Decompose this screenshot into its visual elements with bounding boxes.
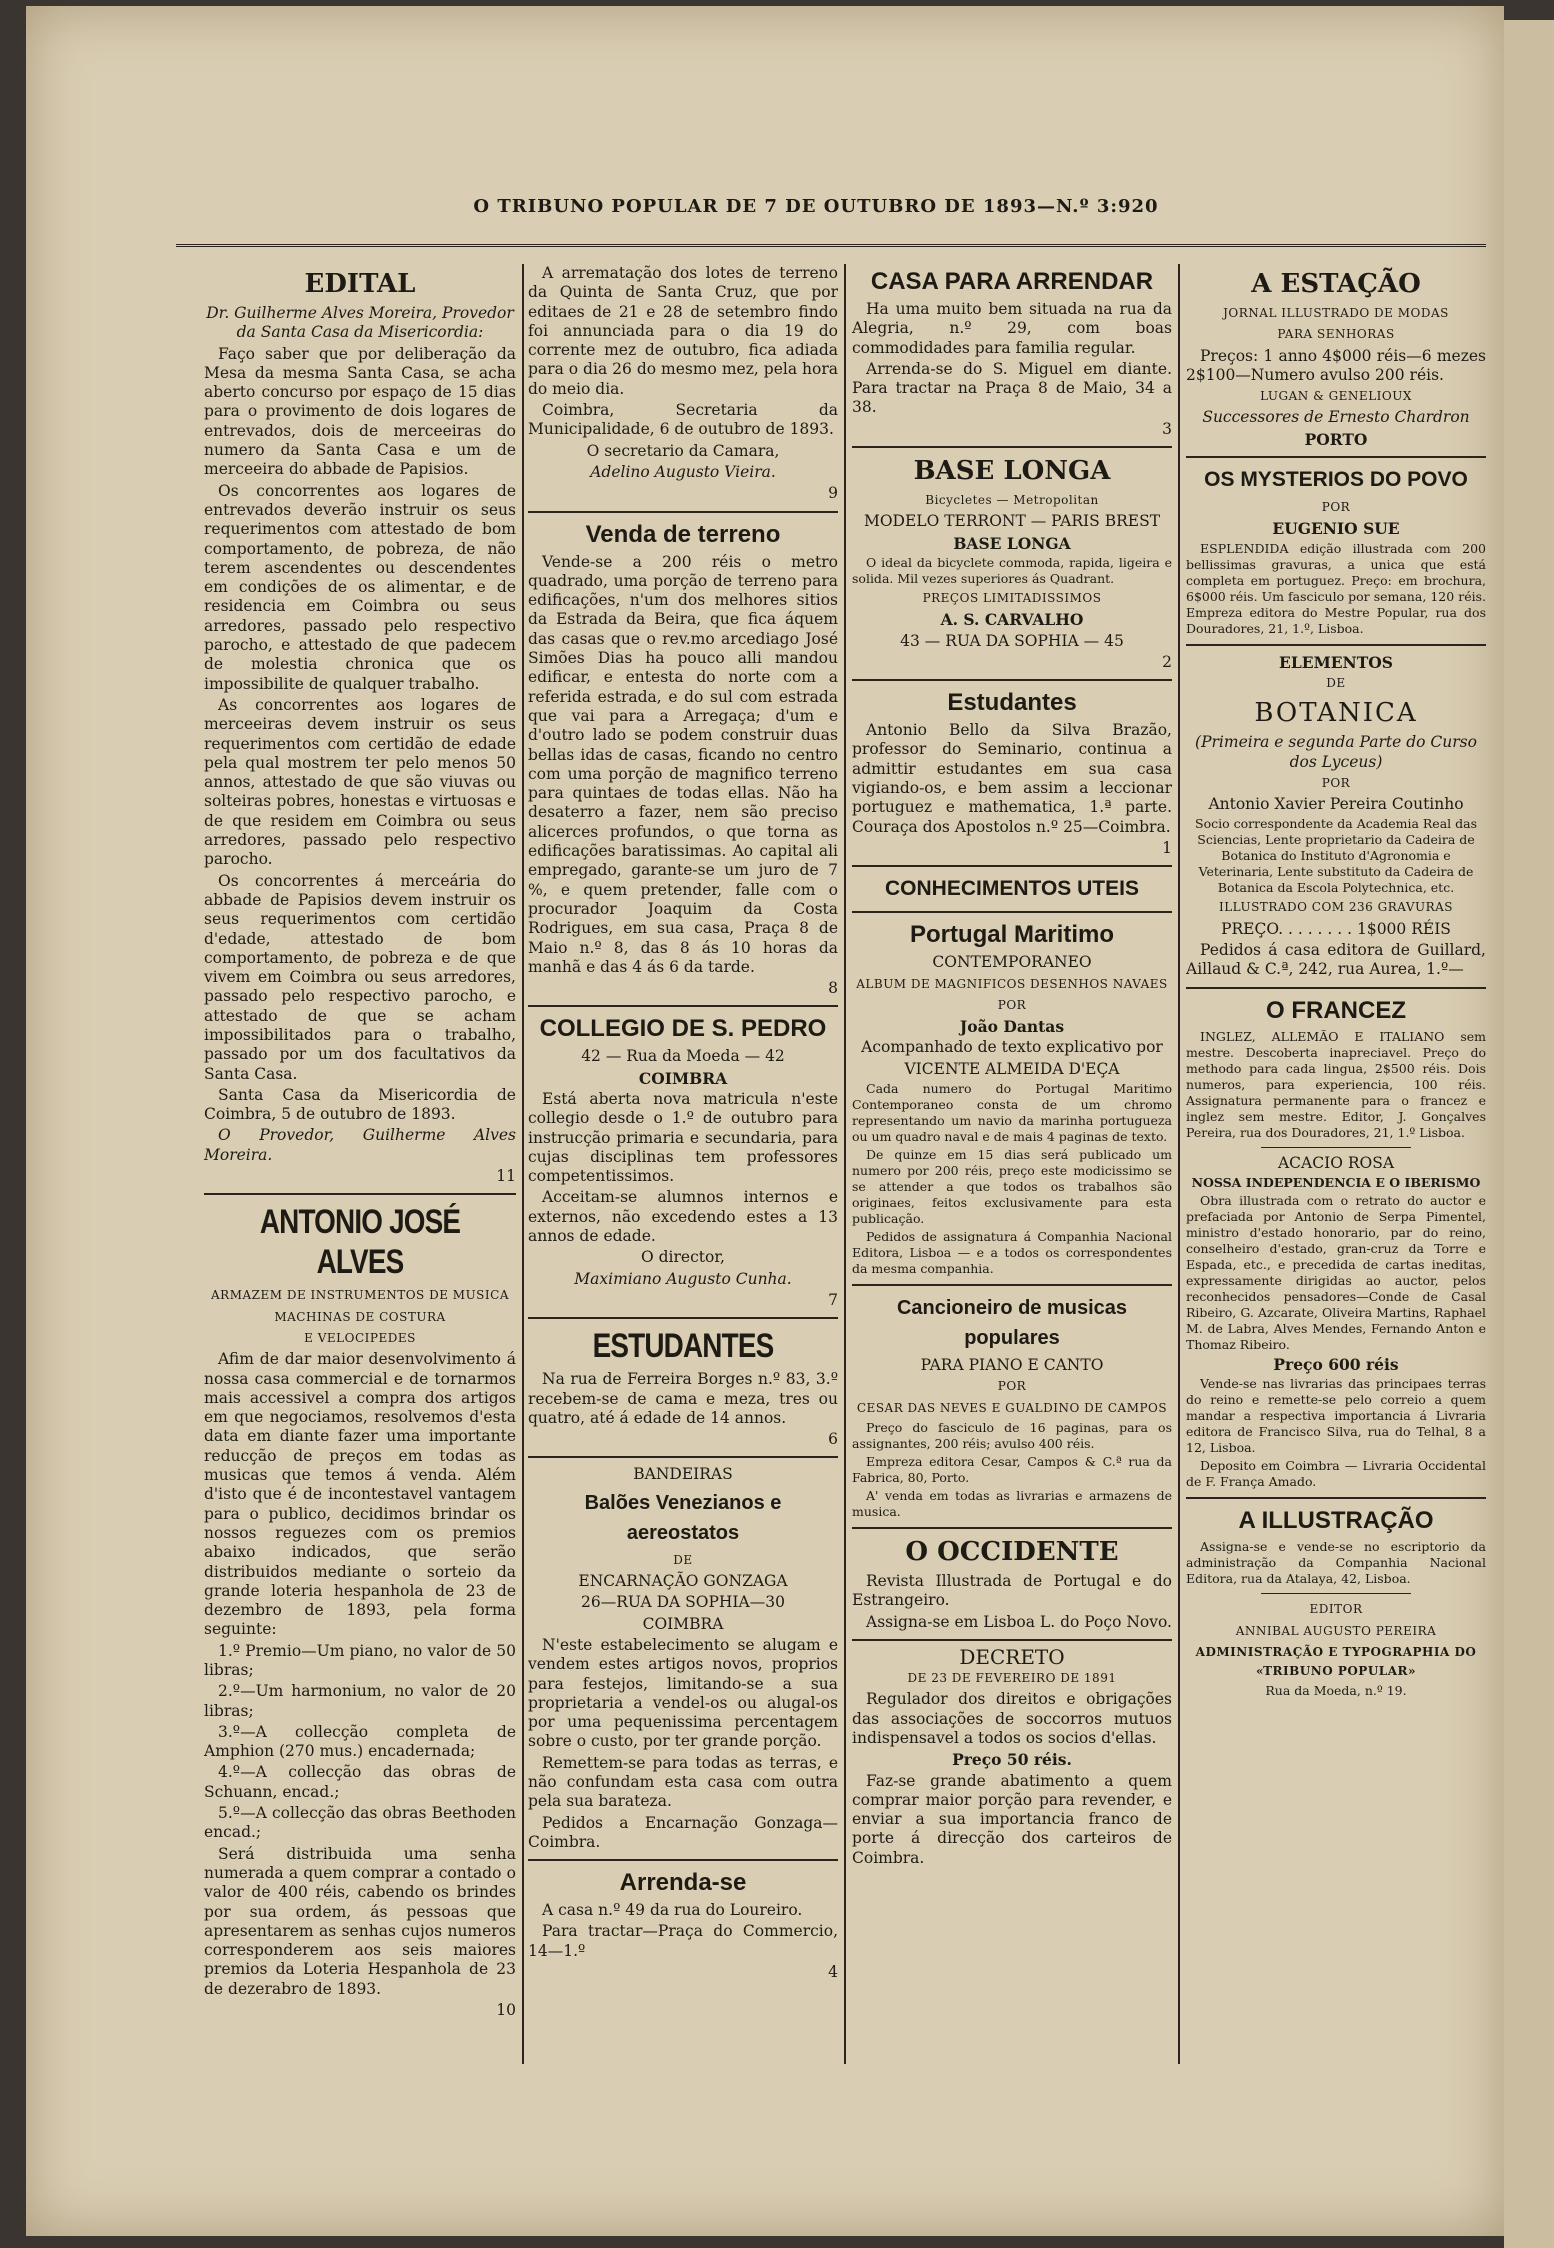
separator	[528, 1456, 838, 1458]
collegio-title: COLLEGIO DE S. PEDRO	[539, 1015, 827, 1043]
botanica-title: BOTANICA	[1254, 698, 1418, 729]
arrenda-title: Arrenda-se	[619, 1869, 747, 1897]
prize-item: 4.º—A collecção das obras de Schuann, encad.;	[204, 1763, 516, 1801]
separator	[852, 1527, 1172, 1529]
arrematacao-paragraph: A arrematação dos lotes de terreno da Quinta de Santa Cruz, que por editaes de 21 e 28 de setembro findo foi annunciada para o dia 19 do corrente mez de outubro, fica adiada para o dia 26 do mesmo mez, pela hora do meio dia.	[528, 264, 838, 398]
decreto-paragraph: Regulador dos direitos e obrigações das associações de soccorros mutuos indispensavel a todos os socios d'ellas.	[852, 1690, 1172, 1747]
aja-paragraph: Afim de dar maior desenvolvimento á nossa casa commercial e de tornarmos mais accessivel a compra dos artigos em que negociamos, resolvemos d'esta data em diante fazer uma importante reducção de preços em todas as musicas que temos á venda. Além d'isto que é de incontestavel vantagem para o publico, decidimos brindar os nossos reguezes com os premios abaixo indicados, que serão distribuidos mediante o sorteio da grande loteria hespanhola de 23 de dezembro de 1893, pela forma seguinte:	[204, 1350, 516, 1639]
aja-subtitle: MACHINAS DE COSTURA	[274, 1309, 446, 1324]
acacio-subtitle: NOSSA INDEPENDENCIA E O IBERISMO	[1191, 1174, 1481, 1190]
estacao-successors: Successores de Ernesto Chardron	[1202, 408, 1470, 427]
base-prices: PREÇOS LIMITADISSIMOS	[922, 590, 1102, 605]
editor-admin: ADMINISTRAÇÃO E TYPOGRAPHIA DO «TRIBUNO POPULAR»	[1195, 1644, 1477, 1679]
occidente-paragraph: Assigna-se em Lisboa L. do Poço Novo.	[866, 1612, 1172, 1631]
aja-title: ANTONIO JOSÉ ALVES	[259, 1203, 461, 1282]
cancioneiro-title: Cancioneiro de musicas populares	[896, 1297, 1128, 1350]
portugal-por: POR	[997, 997, 1027, 1012]
botanica-illustrated: ILLUSTRADO COM 236 GRAVURAS	[1218, 900, 1454, 915]
edital-title: EDITAL	[304, 269, 416, 299]
portugal-text: Acompanhado de texto explicativo por	[861, 1038, 1163, 1057]
estudantes-paragraph: Na rua de Ferreira Borges n.º 83, 3.º recebem-se de cama e meza, tres ou quatro, até á edade de 14 annos.	[528, 1370, 838, 1427]
cancioneiro-subtitle: PARA PIANO E CANTO	[920, 1356, 1104, 1375]
next-page-edge	[1504, 20, 1554, 2248]
cancioneiro-por: POR	[997, 1379, 1027, 1394]
mysterios-paragraph: ESPLENDIDA edição illustrada com 200 bellissimas gravuras, a unica que está completa em portuguez. Preço: em brochura, 6$000 réis. Um fasciculo por semana, 120 réis. Empreza editora do Mestre Popular, rua dos Douradores, 21, 1.º, Lisboa.	[1186, 540, 1486, 636]
separator	[852, 1639, 1172, 1641]
column-2	[528, 264, 838, 1984]
prize-item: 2.º—Um harmonium, no valor de 20 libras;	[204, 1682, 516, 1720]
acacio-paragraph: Vende-se nas livrarias das principaes terras do reino e remette-se pelo correio a quem mandar a respectiva importancia á Livraria editora de Francisco Silva, rua do Telhal, 8 a 12, Lisboa.	[1186, 1376, 1486, 1456]
column-divider	[844, 264, 846, 2064]
ad-number: 6	[828, 1430, 838, 1449]
separator	[1261, 1593, 1411, 1594]
estacao-publisher: LUGAN & GENELIOUX	[1260, 389, 1412, 404]
portugal-author2: VICENTE ALMEIDA D'EÇA	[904, 1059, 1120, 1078]
bandeiras-paragraph: Remettem-se para todas as terras, e não confundam esta casa com outra pela sua barateza.	[528, 1753, 838, 1811]
arrematacao-signature: O secretario da Camara,	[586, 441, 780, 460]
collegio-city: COIMBRA	[638, 1068, 728, 1088]
editor-label: EDITOR	[1309, 1602, 1363, 1617]
ad-number: 1	[1162, 838, 1172, 857]
separator	[1186, 1497, 1486, 1499]
portugal-subtitle: CONTEMPORANEO	[932, 953, 1092, 972]
newspaper-page	[26, 6, 1504, 2236]
column-divider	[522, 264, 524, 2064]
elementos-title: ELEMENTOS	[1279, 652, 1393, 672]
decreto-title: DECRETO	[959, 1644, 1065, 1669]
illustracao-title: A ILLUSTRAÇÃO	[1238, 1507, 1434, 1535]
separator	[852, 679, 1172, 681]
bandeiras-city: COIMBRA	[642, 1614, 724, 1633]
separator	[528, 511, 838, 513]
editor-name: ANNIBAL AUGUSTO PEREIRA	[1235, 1623, 1437, 1638]
cancioneiro-paragraph: Empreza editora Cesar, Campos & C.ª rua da Fabrica, 80, Porto.	[852, 1453, 1172, 1485]
column-1	[204, 264, 516, 2022]
estud-paragraph: Antonio Bello da Silva Brazão, professor do Seminario, continua a admittir estudantes em sua casa vigiando-os, e bem assim a leccionar portuguez e mathematica, 1.ª parte. Couraça dos Apostolos n.º 25—Coimbra.	[852, 721, 1172, 836]
francez-title: O FRANCEZ	[1266, 996, 1406, 1024]
cancioneiro-paragraph: Preço do fasciculo de 16 paginas, para os assignantes, 200 réis; avulso 400 réis.	[852, 1419, 1172, 1451]
masthead: O TRIBUNO POPULAR DE 7 DE OUTUBRO DE 1893—N.º 3:920	[473, 196, 1159, 217]
base-subtitle: BASE LONGA	[953, 533, 1071, 553]
ad-number: 10	[496, 2001, 516, 2020]
editor-address: Rua da Moeda, n.º 19.	[1265, 1683, 1407, 1699]
separator	[528, 1005, 838, 1007]
decreto-paragraph: Faz-se grande abatimento a quem comprar maior porção para revender, e enviar a sua importancia franco de porte á direcção dos carteiros de Coimbra.	[852, 1771, 1172, 1867]
prize-item: 3.º—A collecção completa de Amphion (270 mus.) encadernada;	[204, 1722, 516, 1761]
bandeiras-de: DE	[673, 1552, 693, 1567]
casa-title: CASA PARA ARRENDAR	[870, 268, 1154, 295]
collegio-paragraph: Está aberta nova matricula n'este collegio desde o 1.º de outubro para instrucção primaria e secundaria, para cujas disciplinas tem professores competentissimos.	[528, 1089, 838, 1186]
base-paragraph: O ideal da bicyclete commoda, rapida, ligeira e solida. Mil vezes superiores ás Quadrant.	[852, 554, 1172, 586]
ad-number: 9	[828, 484, 838, 503]
edital-author: Dr. Guilherme Alves Moreira, Provedor da Santa Casa da Misericordia:	[206, 304, 514, 342]
bandeiras-name: ENCARNAÇÃO GONZAGA	[578, 1572, 788, 1591]
portugal-paragraph: Pedidos de assignatura á Companhia Nacional Editora, Lisboa — e a todos os correspondentes da mesma companhia.	[852, 1229, 1172, 1277]
aja-subtitle: E VELOCIPEDES	[304, 1330, 416, 1345]
edital-paragraph: Os concorrentes aos logares de entrevados deverão instruir os seus requerimentos com attestado de bom comportamento, de pobreza, de não terem ascendentes ou descendentes em condições de os alimentar, e de residencia em Coimbra ou seus arredores, passado pelo respectivo parocho, e attestado de que padecem de molestia chronica que os impossibilite de qualquer trabalho.	[204, 481, 516, 693]
botanica-por: POR	[1321, 775, 1351, 790]
base-subtitle: Bicycletes — Metropolitan	[925, 493, 1099, 508]
collegio-address: 42 — Rua da Moeda — 42	[581, 1047, 785, 1066]
estacao-city: PORTO	[1304, 429, 1368, 449]
botanica-author: Antonio Xavier Pereira Coutinho	[1208, 795, 1464, 814]
francez-paragraph: INGLEZ, ALLEMÃO E ITALIANO sem mestre. Descoberta inapreciavel. Preço do methodo para cada lingua, 2$500 réis. Dois numeros, para experiencia, 100 réis. Assignatura permanente para o francez e inglez sem mestre. Editor, J. Gonçalves Pereira, rua dos Douradores, 21, 1.º Lisboa.	[1186, 1028, 1486, 1140]
arrematacao-signature: Adelino Augusto Vieira.	[590, 462, 776, 481]
portugal-title: Portugal Maritimo	[909, 921, 1114, 949]
collegio-signature: Maximiano Augusto Cunha.	[574, 1269, 792, 1288]
prize-item: 5.º—A collecção das obras Beethoden encad.;	[204, 1804, 516, 1842]
separator	[852, 446, 1172, 448]
arrematacao-paragraph: Coimbra, Secretaria da Municipalidade, 6 de outubro de 1893.	[528, 401, 838, 439]
mysterios-author: EUGENIO SUE	[1272, 519, 1400, 539]
base-title: BASE LONGA	[913, 456, 1111, 487]
aja-subtitle: ARMAZEM DE INSTRUMENTOS DE MUSICA	[211, 1288, 509, 1303]
collegio-paragraph: Acceitam-se alumnos internos e externos, não excedendo estes a 13 annos de edade.	[528, 1188, 838, 1246]
collegio-signature: O director,	[641, 1248, 725, 1267]
ad-number: 2	[1162, 652, 1172, 671]
acacio-title: ACACIO ROSA	[1277, 1153, 1395, 1172]
venda-paragraph: Vende-se a 200 réis o metro quadrado, uma porção de terreno para edificações, n'um dos melhores sitios da Estrada da Beira, que fica áquem das casas que o rev.mo arcediago José Simões Dias ha pouco alli mandou edificar, e entesta do norte com a referida estrada, e do sul com estrada que vai para a Arregaça; d'um e d'outro lado se podem construir duas bellas idas de casas, ficando no centro com uma porção de magnifico terreno para quintaes de todas ellas. Não ha desaterro a fazer, nem são preciso alicerces profundos, o que torna as edificações baratissimas. Ao capital ali empregado, garante-se um juro de 7 %, e quem pretender, falle com o procurador Joaquim da Costa Rodrigues, em sua casa, Praça 8 de Maio n.º 8, das 8 ás 10 horas da manhã e das 4 ás 6 da tarde.	[528, 552, 838, 976]
acacio-paragraph: Deposito em Coimbra — Livraria Occidental de F. França Amado.	[1186, 1458, 1486, 1490]
estacao-prices: Preços: 1 anno 4$000 réis—6 mezes 2$100—Numero avulso 200 réis.	[1186, 346, 1486, 384]
elementos-de: DE	[1326, 675, 1346, 690]
acacio-price: Preço 600 réis	[1273, 1354, 1399, 1374]
separator	[204, 1193, 516, 1195]
acacio-paragraph: Obra illustrada com o retrato do auctor e prefaciada por Antonio de Serpa Pimentel, ministro d'estado honorario, par do reino, conselheiro d'estado, gran-cruz da Torre e Espada, etc., e precedida de cartas ineditas, expressamente dirigidas ao auctor, pelos reconhecidos pensadores—Conde de Casal Ribeiro, G. Azcarate, Oliveira Martins, Raphael M. de Labra, Alves Mendes, Fernando Anton e Thomaz Ribeiro.	[1186, 1192, 1486, 1352]
casa-paragraph: Ha uma muito bem situada na rua da Alegria, n.º 29, com boas commodidades para familia regular.	[852, 300, 1172, 357]
edital-paragraph: As concorrentes aos logares de merceeiras devem instruir os seus requerimentos com certidão de edade pela qual mostrem ter pelo menos 50 annos, attestado de que são viuvas ou solteiras pobres, honestas e virtuosas e de que residem em Coimbra ou seus arredores, passado pelo respectivo parocho.	[204, 695, 516, 869]
decreto-price: Preço 50 réis.	[952, 1750, 1072, 1770]
separator	[1186, 987, 1486, 989]
ad-number: 7	[828, 1290, 838, 1309]
estudantes-title: ESTUDANTES	[592, 1327, 774, 1366]
casa-paragraph: Arrenda-se do S. Miguel em diante. Para tractar na Praça 8 de Maio, 34 a 38.	[852, 359, 1172, 417]
portugal-author: João Dantas	[959, 1017, 1065, 1037]
portugal-paragraph: Cada numero do Portugal Maritimo Contemporaneo consta de um chromo representando um navio da marinha portugueza ou um quadro naval e de mais 4 paginas de texto.	[852, 1081, 1172, 1145]
bandeiras-paragraph: Pedidos a Encarnação Gonzaga—Coimbra.	[528, 1813, 838, 1851]
cancioneiro-paragraph: A' venda em todas as livrarias e armazens de musica.	[852, 1487, 1172, 1519]
arrenda-paragraph: Para tractar—Praça do Commercio, 14—1.º	[528, 1922, 838, 1960]
estacao-subtitle: JORNAL ILLUSTRADO DE MODAS	[1223, 306, 1449, 320]
masthead-rule	[176, 244, 1486, 247]
separator	[852, 1284, 1172, 1286]
botanica-orders: Pedidos á casa editora de Guillard, Aillaud & C.ª, 242, rua Aurea, 1.º—	[1186, 941, 1486, 979]
column-divider	[1178, 264, 1180, 2064]
separator	[852, 865, 1172, 867]
bandeiras-title: BANDEIRAS	[633, 1465, 733, 1484]
separator	[528, 1317, 838, 1319]
separator	[1186, 644, 1486, 646]
separator	[1261, 1147, 1411, 1148]
ad-number: 8	[828, 979, 838, 998]
portugal-paragraph: De quinze em 15 dias será publicado um numero por 200 réis, preço este modicissimo se se attender a que todos os trabalhos são originaes, feitos exclusivamente para esta publicação.	[852, 1147, 1172, 1227]
prize-item: 1.º Premio—Um piano, no valor de 50 libras;	[204, 1641, 516, 1679]
botanica-subtitle: (Primeira e segunda Parte do Curso dos Lyceus)	[1195, 733, 1477, 771]
estud-title: Estudantes	[947, 689, 1077, 717]
column-4	[1186, 264, 1486, 1701]
estacao-subtitle: PARA SENHORAS	[1277, 327, 1395, 342]
cancioneiro-authors: CESAR DAS NEVES E GUALDINO DE CAMPOS	[856, 1400, 1168, 1415]
estacao-title: A ESTAÇÃO	[1251, 269, 1421, 299]
bandeiras-address: 26—RUA DA SOPHIA—30	[581, 1593, 785, 1612]
mysterios-title: OS MYSTERIOS DO POVO	[1204, 468, 1468, 492]
separator	[1186, 456, 1486, 458]
occidente-title: O OCCIDENTE	[905, 1536, 1119, 1567]
base-address: 43 — RUA DA SOPHIA — 45	[900, 631, 1124, 650]
occidente-paragraph: Revista Illustrada de Portugal e do Estrangeiro.	[852, 1571, 1172, 1610]
mysterios-por: POR	[1321, 500, 1351, 515]
decreto-date: DE 23 DE FEVEREIRO DE 1891	[907, 1671, 1117, 1686]
base-seller: A. S. CARVALHO	[940, 610, 1084, 630]
edital-paragraph: Santa Casa da Misericordia de Coimbra, 5 de outubro de 1893.	[204, 1085, 516, 1124]
aja-paragraph: Será distribuida uma senha numerada a quem comprar a contado o valor de 400 réis, cabendo os brindes por sua ordem, ás pessoas que apresentarem as senhas cujos numeros corresponderem aos seis maiores premios da Loteria Hespanhola de 23 de dezerabro de 1893.	[204, 1844, 516, 1998]
ad-number: 3	[1162, 419, 1172, 438]
base-subtitle: MODELO TERRONT — PARIS BREST	[863, 512, 1161, 531]
edital-signature: O Provedor, Guilherme Alves Moreira.	[204, 1126, 516, 1164]
botanica-price: PREÇO. . . . . . . . 1$000 RÉIS	[1221, 919, 1451, 938]
separator	[528, 1859, 838, 1861]
edital-paragraph: Os concorrentes á merceária do abbade de Papisios devem instruir os seus requerimentos com certidão d'edade, attestado de bom comportamento, de pobreza e de que vivem em Coimbra ou seus arredores, passado pelo respectivo parocho, e attestado de que se acham impossibilitados para o trabalho, passado por um dos facultativos da Santa Casa.	[204, 871, 516, 1083]
portugal-album: ALBUM DE MAGNIFICOS DESENHOS NAVAES	[856, 976, 1168, 991]
column-3	[852, 264, 1172, 1870]
conhecimentos-title: CONHECIMENTOS UTEIS	[885, 877, 1139, 901]
ad-number: 4	[828, 1963, 838, 1982]
edital-paragraph: Faço saber que por deliberação da Mesa da mesma Santa Casa, se acha aberto concurso por espaço de 15 dias para o provimento de dois logares de entrevados, dois de merceeiras do numero da Santa Casa e um de merceeira do abbade de Papisios.	[204, 344, 516, 479]
arrenda-paragraph: A casa n.º 49 da rua do Loureiro.	[542, 1901, 803, 1920]
venda-title: Venda de terreno	[585, 520, 781, 548]
bandeiras-subtitle: Balões Venezianos e aereostatos	[584, 1491, 782, 1544]
botanica-credentials: Socio correspondente da Academia Real das Sciencias, Lente proprietario da Cadeira de Botanica do Instituto d'Agronomia e Veterinaria, Lente substituto da Cadeira de Botanica da Escola Polytechnica, etc.	[1195, 816, 1477, 896]
bandeiras-paragraph: N'este estabelecimento se alugam e vendem estes artigos novos, proprios para festejos, limitando-se a sua proprietaria a vendel-os ou alugal-os por uma pequenissima percentagem sobre o custo, por ter grande porção.	[528, 1635, 838, 1751]
separator	[852, 911, 1172, 913]
ad-number: 11	[496, 1167, 516, 1186]
illustracao-paragraph: Assigna-se e vende-se no escriptorio da administração da Companhia Nacional Editora, rua da Atalaya, 42, Lisboa.	[1186, 1539, 1486, 1587]
